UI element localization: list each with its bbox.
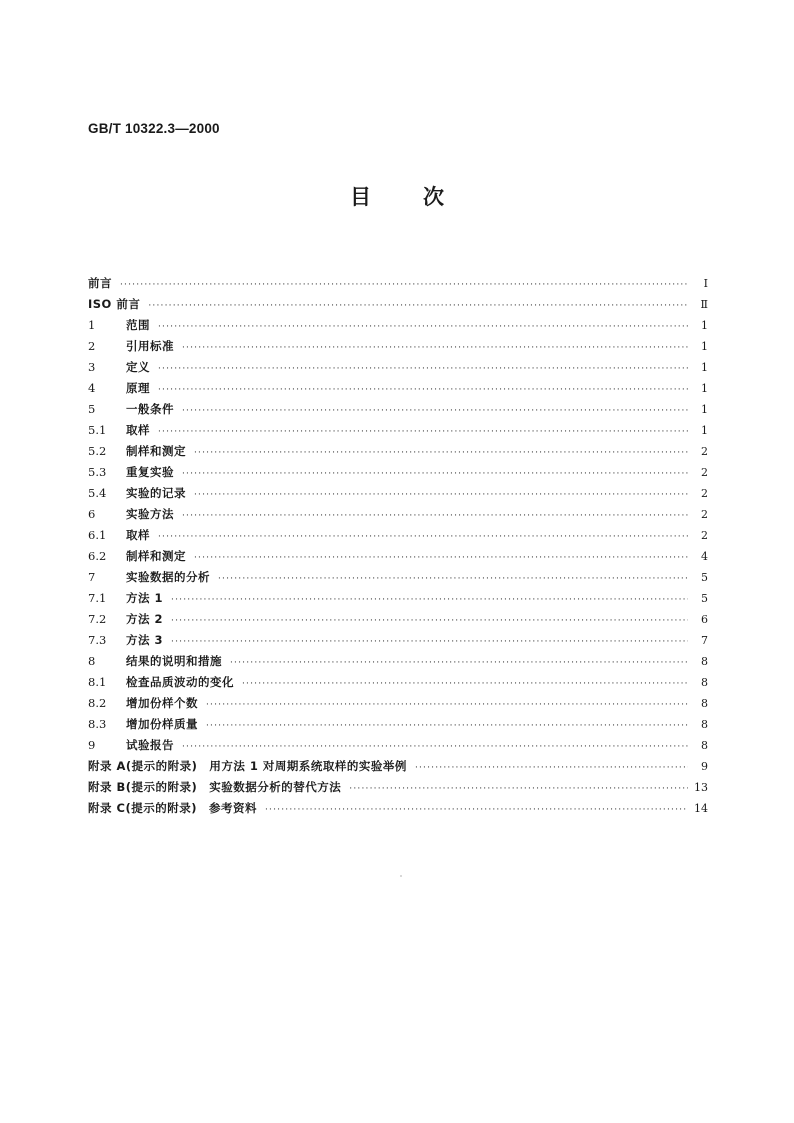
toc-leader-dots xyxy=(182,401,688,422)
toc-page-number: 14 xyxy=(694,802,708,815)
toc-page-number: 4 xyxy=(701,550,708,563)
toc-entry-label: 定义 xyxy=(126,360,150,374)
toc-entry-annex-b[interactable] xyxy=(88,777,708,798)
toc-entry-annex-c[interactable] xyxy=(88,798,708,819)
toc-entry-label: 方法 3 xyxy=(126,633,164,647)
toc-entry-foreword[interactable] xyxy=(88,273,708,294)
annex-tag: 附录 C(提示的附录) xyxy=(88,801,197,815)
toc-leader-dots xyxy=(415,758,688,779)
toc-entry-label: 增加份样质量 xyxy=(126,717,198,731)
toc-entry-number: 8.2 xyxy=(88,696,107,710)
table-of-contents xyxy=(88,273,708,819)
toc-entry-label: 实验的记录 xyxy=(126,486,186,500)
toc-leader-dots xyxy=(148,296,688,317)
toc-entry-8-3[interactable] xyxy=(88,714,708,735)
toc-leader-dots xyxy=(171,632,688,653)
title-char-2: 次 xyxy=(423,185,444,209)
toc-page-number: 2 xyxy=(701,508,708,521)
toc-leader-dots xyxy=(182,338,688,359)
toc-page-number: 13 xyxy=(694,781,708,794)
toc-page-number: 2 xyxy=(701,445,708,458)
toc-page-number: 1 xyxy=(701,382,708,395)
toc-page-number: 1 xyxy=(701,361,708,374)
toc-entry-label: 制样和测定 xyxy=(126,444,186,458)
toc-leader-dots xyxy=(194,443,688,464)
toc-page-number: 1 xyxy=(701,403,708,416)
toc-entry-7[interactable] xyxy=(88,567,708,588)
toc-entry-6-1[interactable] xyxy=(88,525,708,546)
toc-entry-label: 检查品质波动的变化 xyxy=(126,675,234,689)
toc-page-number: 2 xyxy=(701,487,708,500)
toc-page-number: 9 xyxy=(701,760,708,773)
toc-entry-number: 7.1 xyxy=(88,591,107,605)
toc-entry-7-3[interactable] xyxy=(88,630,708,651)
toc-entry-7-2[interactable] xyxy=(88,609,708,630)
toc-page-number: 5 xyxy=(701,571,708,584)
toc-page-number: 8 xyxy=(701,676,708,689)
toc-page-number: 8 xyxy=(701,718,708,731)
toc-entry-label: 实验数据的分析 xyxy=(126,570,210,584)
annex-title: 实验数据分析的替代方法 xyxy=(209,780,342,794)
toc-leader-dots xyxy=(349,779,688,800)
scan-speck xyxy=(400,875,402,877)
toc-entry-number: 5.3 xyxy=(88,465,107,479)
toc-entry-number: 7 xyxy=(88,570,96,584)
toc-entry-7-1[interactable] xyxy=(88,588,708,609)
toc-page-number: 1 xyxy=(701,424,708,437)
toc-leader-dots xyxy=(194,485,688,506)
title-char-1: 目 xyxy=(350,185,371,209)
toc-entry-5-3[interactable] xyxy=(88,462,708,483)
toc-entry-8-1[interactable] xyxy=(88,672,708,693)
toc-leader-dots xyxy=(158,317,688,338)
toc-leader-dots xyxy=(182,737,688,758)
toc-entry-number: 5.1 xyxy=(88,423,107,437)
toc-entry-number: 6.2 xyxy=(88,549,107,563)
toc-entry-label: 一般条件 xyxy=(126,402,174,416)
toc-entry-label: ISO 前言 xyxy=(88,297,141,311)
toc-entry-label: 重复实验 xyxy=(126,465,174,479)
toc-entry-label: 方法 2 xyxy=(126,612,164,626)
toc-entry-number: 9 xyxy=(88,738,96,752)
toc-entry-2[interactable] xyxy=(88,336,708,357)
toc-entry-number: 5.4 xyxy=(88,486,107,500)
toc-entry-number: 8.1 xyxy=(88,675,107,689)
toc-entry-5-1[interactable] xyxy=(88,420,708,441)
toc-entry-annex-a[interactable] xyxy=(88,756,708,777)
toc-page-number: Ⅱ xyxy=(700,298,708,311)
toc-entry-label: 方法 1 xyxy=(126,591,164,605)
toc-page-number: 2 xyxy=(701,529,708,542)
toc-leader-dots xyxy=(206,695,688,716)
toc-page-number: 5 xyxy=(701,592,708,605)
toc-entry-number: 5 xyxy=(88,402,96,416)
toc-entry-8[interactable] xyxy=(88,651,708,672)
toc-entry-number: 7.2 xyxy=(88,612,107,626)
toc-leader-dots xyxy=(171,590,688,611)
toc-page-number: 1 xyxy=(701,319,708,332)
toc-entry-number: 7.3 xyxy=(88,633,107,647)
toc-entry-number: 1 xyxy=(88,318,96,332)
toc-entry-number: 8 xyxy=(88,654,96,668)
toc-leader-dots xyxy=(206,716,688,737)
toc-entry-5-2[interactable] xyxy=(88,441,708,462)
toc-entry-iso-foreword[interactable] xyxy=(88,294,708,315)
toc-entry-8-2[interactable] xyxy=(88,693,708,714)
toc-entry-number: 6.1 xyxy=(88,528,107,542)
toc-entry-label: 结果的说明和措施 xyxy=(126,654,222,668)
toc-entry-label: 范围 xyxy=(126,318,150,332)
toc-leader-dots xyxy=(158,527,688,548)
toc-entry-label: 实验方法 xyxy=(126,507,174,521)
toc-page-number: I xyxy=(703,277,708,290)
annex-tag: 附录 B(提示的附录) xyxy=(88,780,198,794)
toc-entry-9[interactable] xyxy=(88,735,708,756)
toc-leader-dots xyxy=(120,275,688,296)
toc-leader-dots xyxy=(158,422,688,443)
toc-page-number: 8 xyxy=(701,655,708,668)
toc-leader-dots xyxy=(218,569,688,590)
standard-code: GB/T 10322.3—2000 xyxy=(88,121,220,136)
toc-page-number: 8 xyxy=(701,739,708,752)
toc-entry-5[interactable] xyxy=(88,399,708,420)
toc-entry-5-4[interactable] xyxy=(88,483,708,504)
toc-entry-6[interactable] xyxy=(88,504,708,525)
toc-leader-dots xyxy=(182,506,688,527)
annex-tag: 附录 A(提示的附录) xyxy=(88,759,198,773)
toc-page-number: 8 xyxy=(701,697,708,710)
annex-title: 用方法 1 对周期系统取样的实验举例 xyxy=(209,759,407,773)
toc-entry-1[interactable] xyxy=(88,315,708,336)
toc-entry-number: 5.2 xyxy=(88,444,107,458)
toc-entry-number: 6 xyxy=(88,507,96,521)
toc-entry-3[interactable] xyxy=(88,357,708,378)
toc-leader-dots xyxy=(182,464,688,485)
toc-leader-dots xyxy=(158,359,688,380)
page-title xyxy=(0,183,794,211)
toc-leader-dots xyxy=(230,653,688,674)
toc-entry-number: 2 xyxy=(88,339,96,353)
toc-entry-label: 制样和测定 xyxy=(126,549,186,563)
toc-entry-label: 增加份样个数 xyxy=(126,696,198,710)
toc-leader-dots xyxy=(265,800,688,821)
toc-entry-number: 4 xyxy=(88,381,96,395)
toc-page-number: 2 xyxy=(701,466,708,479)
toc-page-number: 1 xyxy=(701,340,708,353)
toc-entry-label: 原理 xyxy=(126,381,150,395)
toc-entry-label: 试验报告 xyxy=(126,738,174,752)
toc-entry-4[interactable] xyxy=(88,378,708,399)
toc-entry-label: 前言 xyxy=(88,276,112,290)
toc-entry-number: 3 xyxy=(88,360,96,374)
toc-entry-label: 取样 xyxy=(126,528,150,542)
toc-page-number: 7 xyxy=(701,634,708,647)
toc-entry-label: 引用标准 xyxy=(126,339,174,353)
toc-entry-label: 取样 xyxy=(126,423,150,437)
annex-title: 参考资料 xyxy=(208,801,257,815)
toc-leader-dots xyxy=(242,674,688,695)
toc-entry-6-2[interactable] xyxy=(88,546,708,567)
toc-entry-number: 8.3 xyxy=(88,717,107,731)
toc-leader-dots xyxy=(194,548,688,569)
toc-leader-dots xyxy=(158,380,688,401)
toc-page-number: 6 xyxy=(701,613,708,626)
toc-leader-dots xyxy=(171,611,688,632)
